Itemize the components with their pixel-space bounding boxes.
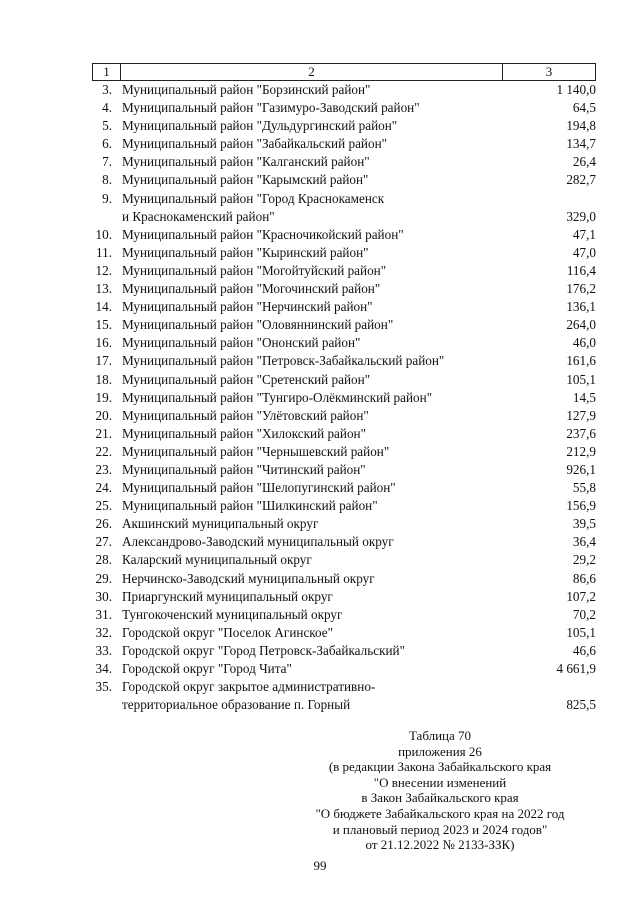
row-value: 29,2 (572, 552, 596, 568)
row-number: 10. (95, 226, 112, 242)
table-row (92, 570, 596, 588)
row-number: 16. (95, 335, 112, 351)
row-name: Городской округ "Город Чита" (122, 661, 292, 676)
row-name: Муниципальный район "Чернышевский район" (122, 443, 390, 459)
caption-line: "О внесении изменений (373, 774, 507, 790)
table-row (92, 352, 596, 370)
row-number: 33. (95, 642, 112, 658)
table-row (92, 443, 596, 461)
page-number: 99 (313, 858, 327, 873)
caption-line: Таблица 70 (408, 728, 472, 743)
row-number: 4. (102, 100, 112, 116)
table-row (92, 624, 596, 642)
row-number: 21. (95, 425, 112, 441)
row-name: Муниципальный район "Оловяннинский район" (122, 317, 394, 333)
table-row (92, 153, 596, 171)
row-name: Городской округ "Поселок Агинское" (122, 624, 334, 640)
caption-line: приложения 26 (398, 743, 482, 759)
table-row (92, 407, 596, 425)
row-value: 161,6 (566, 353, 596, 369)
row-name: Нерчинско-Заводский муниципальный округ (122, 570, 375, 586)
row-value: 14,5 (572, 389, 596, 405)
table-row (92, 244, 596, 262)
table-row (92, 262, 596, 280)
row-name: Муниципальный район "Нерчинский район" (122, 299, 373, 315)
row-number: 9. (102, 190, 112, 206)
row-value: 55,8 (572, 480, 596, 496)
row-number: 31. (95, 606, 112, 622)
row-name: Каларский муниципальный округ (122, 552, 312, 568)
row-name: Муниципальный район "Забайкальский район" (122, 136, 388, 152)
row-value: 39,5 (572, 516, 596, 532)
row-name: Муниципальный район "Кыринский район" (122, 244, 369, 260)
row-number: 11. (96, 244, 112, 260)
caption-line: от 21.12.2022 № 2133-ЗЗК) (365, 837, 515, 853)
table-row (92, 642, 596, 660)
table-row (92, 316, 596, 334)
caption-line: и плановый период 2023 и 2024 годов" (332, 821, 548, 837)
table-row (92, 479, 596, 497)
table-row (92, 81, 596, 99)
row-name: Муниципальный район "Город Краснокаменск и Краснокаменский район" (122, 190, 385, 224)
row-value: 194,8 (566, 118, 596, 134)
table-row (92, 298, 596, 316)
row-number: 3. (102, 82, 112, 97)
row-name: Муниципальный район "Могочинский район" (122, 281, 381, 297)
row-number: 13. (95, 281, 112, 297)
header-col-2: 2 (121, 64, 503, 80)
row-number: 18. (95, 371, 112, 387)
row-value: 36,4 (572, 534, 596, 550)
row-name: Муниципальный район "Тунгиро-Олёкминский район" (122, 389, 433, 405)
table-row (92, 425, 596, 443)
row-value: 4 661,9 (556, 661, 596, 676)
table-row (92, 515, 596, 533)
header-col-3: 3 (545, 64, 553, 79)
row-value: 264,0 (566, 317, 596, 333)
row-number: 22. (95, 443, 112, 459)
table-row (92, 588, 596, 606)
row-number: 20. (95, 407, 112, 423)
row-name: Муниципальный район "Могойтуйский район" (122, 262, 387, 278)
row-value: 47,1 (572, 226, 596, 242)
row-name: Муниципальный район "Улётовский район" (122, 407, 369, 423)
row-value: 46,0 (572, 335, 596, 351)
table-row (92, 117, 596, 135)
row-name: Приаргунский муниципальный округ (122, 588, 333, 604)
row-value: 64,5 (572, 100, 596, 116)
table-row (92, 660, 596, 678)
row-number: 15. (95, 317, 112, 333)
row-value: 46,6 (572, 642, 596, 658)
row-value: 136,1 (566, 299, 596, 315)
table-row (92, 371, 596, 389)
row-name: Муниципальный район "Дульдургинский район" (122, 118, 398, 134)
caption-line: (в редакции Закона Забайкальского края (328, 759, 552, 775)
table-row (92, 226, 596, 244)
row-value: 156,9 (566, 498, 596, 514)
row-name: Муниципальный район "Петровск-Забайкальский район" (122, 353, 445, 369)
row-number: 6. (102, 136, 112, 152)
row-value: 134,7 (566, 136, 596, 152)
row-value: 127,9 (566, 407, 596, 423)
caption-line: "О бюджете Забайкальского края на 2022 год (315, 805, 565, 821)
row-name: Муниципальный район "Сретенский район" (122, 371, 371, 387)
row-value: 282,7 (566, 172, 596, 188)
header-col-1: 1 (93, 64, 121, 80)
row-name: Муниципальный район "Шелопугинский район" (122, 480, 396, 496)
row-value: 107,2 (566, 588, 596, 604)
row-name: Муниципальный район "Шилкинский район" (122, 498, 378, 514)
row-name: Муниципальный район "Карымский район" (122, 172, 369, 188)
row-value: 116,4 (566, 262, 596, 278)
table-body (92, 81, 596, 714)
table-header (92, 63, 596, 81)
row-value: 825,5 (566, 697, 596, 713)
row-number: 19. (95, 389, 112, 405)
row-number: 34. (95, 661, 112, 676)
table-row (92, 334, 596, 352)
row-value: 47,0 (572, 244, 596, 260)
table-row (92, 533, 596, 551)
table-row (92, 171, 596, 189)
row-value: 1 140,0 (556, 82, 596, 97)
row-value: 176,2 (566, 281, 596, 297)
row-value: 329,0 (566, 208, 596, 224)
row-name: Муниципальный район "Газимуро-Заводский район" (122, 100, 420, 116)
table-row (92, 135, 596, 153)
row-number: 7. (102, 154, 112, 170)
row-name: Муниципальный район "Калганский район" (122, 154, 370, 170)
row-number: 27. (95, 534, 112, 550)
row-value: 26,4 (572, 154, 596, 170)
row-number: 30. (95, 588, 112, 604)
row-name: Александрово-Заводский муниципальный округ (122, 534, 394, 550)
row-value: 237,6 (566, 425, 596, 441)
row-number: 26. (95, 516, 112, 532)
row-number: 35. (95, 679, 112, 695)
row-number: 23. (95, 461, 112, 477)
row-name: Городской округ "Город Петровск-Забайкальский" (122, 642, 405, 658)
row-number: 28. (95, 552, 112, 568)
table-row (92, 280, 596, 298)
row-number: 25. (95, 498, 112, 514)
row-name: Муниципальный район "Красночикойский район" (122, 226, 404, 242)
row-number: 8. (102, 172, 112, 188)
table-row (92, 678, 596, 714)
row-value: 926,1 (566, 461, 596, 477)
table-caption (300, 728, 580, 853)
row-value: 212,9 (566, 443, 596, 459)
row-value: 86,6 (572, 570, 596, 586)
row-name: Муниципальный район "Хилокский район" (122, 425, 366, 441)
row-name: Муниципальный район "Борзинский район" (122, 82, 371, 97)
table-row (92, 389, 596, 407)
caption-line: в Закон Забайкальского края (361, 790, 519, 806)
row-value: 70,2 (572, 606, 596, 622)
table-row (92, 551, 596, 569)
row-name: Акшинский муниципальный округ (122, 516, 319, 532)
row-number: 24. (95, 480, 112, 496)
row-number: 14. (95, 299, 112, 315)
row-number: 32. (95, 624, 112, 640)
row-name: Городской округ закрытое административно- территориальное образование п. Горный (122, 679, 376, 713)
row-value: 105,1 (566, 371, 596, 387)
table-row (92, 190, 596, 226)
table-row (92, 99, 596, 117)
table-row (92, 497, 596, 515)
row-name: Муниципальный район "Ононский район" (122, 335, 361, 351)
row-number: 17. (95, 353, 112, 369)
table-row (92, 461, 596, 479)
table-row (92, 606, 596, 624)
row-number: 29. (95, 570, 112, 586)
row-value: 105,1 (566, 624, 596, 640)
row-name: Тунгокоченский муниципальный округ (122, 606, 343, 622)
row-number: 12. (95, 262, 112, 278)
row-number: 5. (102, 118, 112, 134)
row-name: Муниципальный район "Читинский район" (122, 461, 366, 477)
